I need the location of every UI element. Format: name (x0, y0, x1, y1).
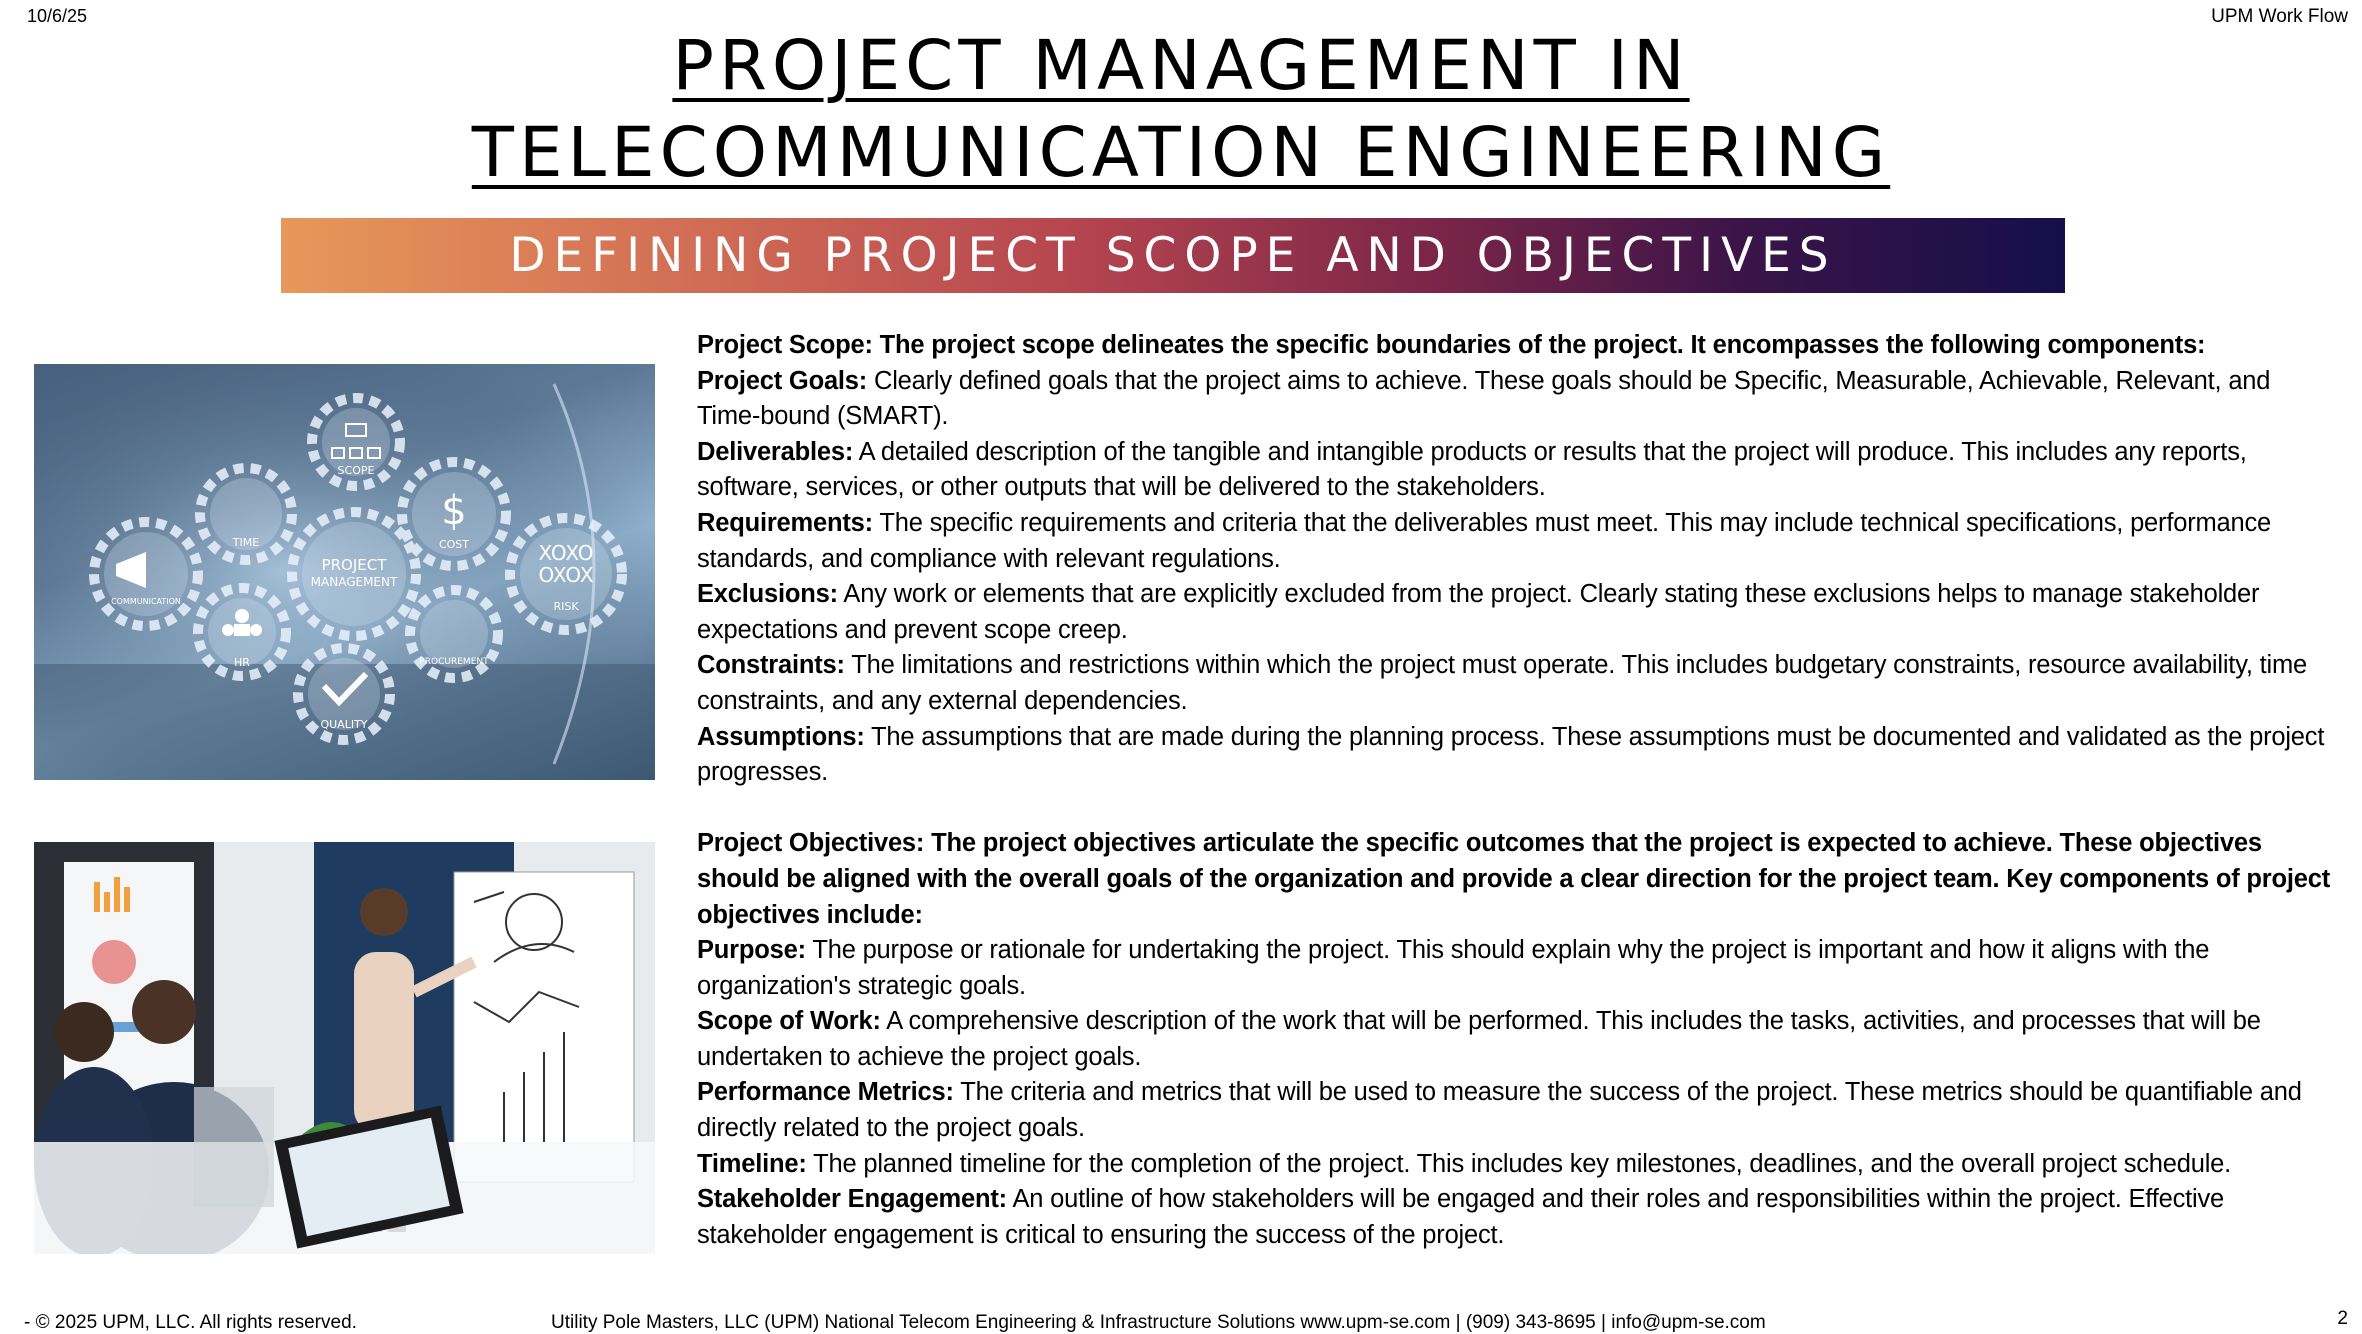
scope-item (697, 577, 2337, 648)
scope-item (697, 648, 2337, 719)
objectives-intro (697, 826, 2337, 933)
title-line-1-text: PROJECT MANAGEMENT IN (672, 26, 1690, 106)
svg-text:OXOX: OXOX (538, 563, 594, 587)
objectives-item (697, 1004, 2337, 1075)
scope-item-text: The limitations and restrictions within which the project must operate. This includes budgetary constraints, resource availability, time constraints, and any external dependencies. (697, 651, 2307, 715)
gear-label-quality: QUALITY (320, 718, 368, 731)
scope-item (697, 506, 2337, 577)
objectives-item-term: Performance Metrics: (697, 1078, 954, 1107)
scope-item (697, 720, 2337, 791)
gear-label-scope: SCOPE (337, 464, 375, 477)
gear-label-risk: RISK (553, 600, 579, 613)
meeting-presentation-image (34, 842, 655, 1254)
svg-text:XOXO: XOXO (538, 541, 594, 565)
objectives-item-text: A comprehensive description of the work that will be performed. This includes the tasks, activities, and processes that will be undertaken to achieve the project goals. (697, 1007, 2261, 1071)
header-app-name: UPM Work Flow (2211, 6, 2348, 27)
scope-item-text: The specific requirements and criteria that the deliverables must meet. This may include technical specifications, performance standards, and compliance with relevant regulations. (697, 508, 2272, 573)
main-content (697, 328, 2337, 1253)
scope-item-term: Deliverables: (697, 437, 854, 466)
gear-label-project: PROJECT (321, 556, 387, 574)
section-spacer (697, 791, 2337, 827)
objectives-item (697, 1182, 2337, 1253)
scope-item-term: Exclusions: (697, 580, 838, 609)
objectives-item-term: Scope of Work: (697, 1007, 881, 1036)
project-objectives-section (697, 826, 2337, 1253)
scope-item-text: Clearly defined goals that the project aims to achieve. These goals should be Specific, Measurable, Achievable, Relevant, and Time-bound (SMART). (697, 366, 2271, 431)
dollar-icon: $ (441, 488, 467, 534)
meeting-illustration (34, 842, 655, 1254)
title-line-2-text: TELECOMMUNICATION ENGINEERING (471, 113, 1891, 193)
gear-label-management: MANAGEMENT (310, 575, 398, 589)
objectives-item (697, 933, 2337, 1004)
title-line-2 (0, 109, 2362, 197)
objectives-item-term: Timeline: (697, 1149, 807, 1178)
gear-label-time: TIME (232, 536, 260, 549)
gear-label-communication: COMMUNICATION (111, 597, 181, 606)
section-banner (281, 218, 2065, 293)
banner-text: DEFINING PROJECT SCOPE AND OBJECTIVES (509, 228, 1837, 283)
scope-item (697, 435, 2337, 506)
scope-item-text: Any work or elements that are explicitly excluded from the project. Clearly stating these exclusions helps to manage stakeholder expectations and prevent scope creep. (697, 580, 2260, 644)
scope-item-term: Constraints: (697, 651, 845, 680)
project-management-gears-image (34, 364, 655, 780)
gear-label-procurement: PROCUREMENT (419, 657, 489, 667)
scope-intro-text: Project Scope: The project scope delineates the specific boundaries of the project. It encompasses the following components: (697, 331, 2206, 359)
objectives-item (697, 1147, 2337, 1183)
objectives-item-text: An outline of how stakeholders will be engaged and their roles and responsibilities within the project. Effective stakeholder engagement is critical to ensuring the success of the project. (697, 1185, 2225, 1249)
scope-item-term: Project Goals: (697, 366, 868, 395)
footer-copyright: - © 2025 UPM, LLC. All rights reserved. (24, 1312, 357, 1333)
gear-label-hr: HR (234, 656, 250, 669)
scope-item-term: Assumptions: (697, 722, 865, 751)
scope-intro (697, 328, 2337, 364)
objectives-intro-text: Project Objectives: The project objectives articulate the specific outcomes that the project is expected to achieve. These objectives should be aligned with the overall goals of the organization and provide a clear direction for the project team. Key components of project objectives include: (697, 829, 2330, 929)
objectives-item-term: Purpose: (697, 936, 806, 965)
scope-item-text: The assumptions that are made during the planning process. These assumptions must be documented and validated as the project progresses. (697, 722, 2325, 787)
title-line-1 (0, 22, 2362, 110)
scope-item-text: A detailed description of the tangible and intangible products or results that the project will produce. This includes any reports, software, services, or other outputs that will be delivered to the stakeholders. (697, 437, 2247, 502)
objectives-item-text: The criteria and metrics that will be used to measure the success of the project. These metrics should be quantifiable and directly related to the project goals. (697, 1078, 2302, 1143)
gear-label-cost: COST (438, 538, 470, 551)
page-number: 2 (2337, 1308, 2348, 1329)
header-date: 10/6/25 (27, 6, 88, 26)
objectives-item-term: Stakeholder Engagement: (697, 1185, 1007, 1214)
objectives-item (697, 1075, 2337, 1146)
scope-item (697, 364, 2337, 435)
objectives-item-text: The purpose or rationale for undertaking the project. This should explain why the project is important and how it aligns with the organization's strategic goals. (697, 936, 2210, 1000)
gears-illustration (34, 364, 655, 780)
project-scope-section (697, 328, 2337, 791)
footer-company-info: Utility Pole Masters, LLC (UPM) National Telecom Engineering & Infrastructure Solutions www.upm-se.com | (909) 343-8695 | info@upm-se.com (551, 1312, 1766, 1333)
objectives-item-text: The planned timeline for the completion of the project. This includes key milestones, deadlines, and the overall project schedule. (806, 1149, 2232, 1178)
scope-item-term: Requirements: (697, 508, 873, 537)
